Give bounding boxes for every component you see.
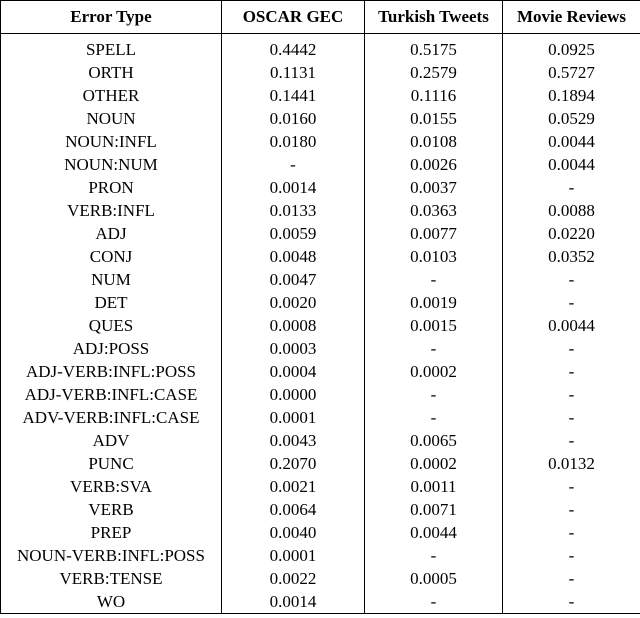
- table-row: [1, 452, 640, 475]
- movie-reviews-cell: 0.0220: [503, 222, 640, 245]
- error-type-cell: NOUN-VERB:INFL:POSS: [1, 544, 222, 567]
- error-type-cell: DET: [1, 291, 222, 314]
- error-type-cell: ADJ-VERB:INFL:CASE: [1, 383, 222, 406]
- oscar-gec-cell: 0.0000: [222, 383, 365, 406]
- movie-reviews-cell: 0.0044: [503, 130, 640, 153]
- turkish-tweets-cell: 0.0077: [365, 222, 503, 245]
- oscar-gec-cell: 0.0047: [222, 268, 365, 291]
- turkish-tweets-cell: 0.0019: [365, 291, 503, 314]
- error-type-cell: CONJ: [1, 245, 222, 268]
- movie-reviews-cell: -: [503, 268, 640, 291]
- turkish-tweets-cell: 0.0108: [365, 130, 503, 153]
- movie-reviews-cell: -: [503, 337, 640, 360]
- error-type-cell: ADV-VERB:INFL:CASE: [1, 406, 222, 429]
- turkish-tweets-cell: -: [365, 268, 503, 291]
- error-type-cell: PRON: [1, 176, 222, 199]
- oscar-gec-cell: 0.0064: [222, 498, 365, 521]
- oscar-gec-cell: 0.0014: [222, 176, 365, 199]
- error-type-cell: VERB:INFL: [1, 199, 222, 222]
- oscar-gec-cell: 0.0004: [222, 360, 365, 383]
- header-row: [1, 1, 640, 34]
- movie-reviews-cell: -: [503, 291, 640, 314]
- oscar-gec-cell: 0.4442: [222, 34, 365, 62]
- oscar-gec-cell: 0.0133: [222, 199, 365, 222]
- error-type-cell: NOUN:INFL: [1, 130, 222, 153]
- error-type-cell: VERB: [1, 498, 222, 521]
- header-movie-reviews: Movie Reviews: [503, 1, 640, 34]
- turkish-tweets-cell: 0.0015: [365, 314, 503, 337]
- error-type-cell: NOUN:NUM: [1, 153, 222, 176]
- turkish-tweets-cell: 0.0005: [365, 567, 503, 590]
- table-row: [1, 222, 640, 245]
- turkish-tweets-cell: 0.0011: [365, 475, 503, 498]
- movie-reviews-cell: -: [503, 590, 640, 614]
- error-type-cell: ADV: [1, 429, 222, 452]
- error-type-cell: SPELL: [1, 34, 222, 62]
- header-turkish-tweets: Turkish Tweets: [365, 1, 503, 34]
- table-row: [1, 34, 640, 62]
- table-row: [1, 590, 640, 614]
- turkish-tweets-cell: 0.0037: [365, 176, 503, 199]
- table-row: [1, 107, 640, 130]
- turkish-tweets-cell: -: [365, 383, 503, 406]
- movie-reviews-cell: -: [503, 406, 640, 429]
- error-type-cell: QUES: [1, 314, 222, 337]
- table-row: [1, 360, 640, 383]
- oscar-gec-cell: 0.0180: [222, 130, 365, 153]
- turkish-tweets-cell: -: [365, 590, 503, 614]
- table-row: [1, 429, 640, 452]
- table-row: [1, 199, 640, 222]
- movie-reviews-cell: 0.0044: [503, 153, 640, 176]
- movie-reviews-cell: 0.0352: [503, 245, 640, 268]
- movie-reviews-cell: -: [503, 176, 640, 199]
- oscar-gec-cell: 0.0003: [222, 337, 365, 360]
- movie-reviews-cell: -: [503, 498, 640, 521]
- oscar-gec-cell: 0.0040: [222, 521, 365, 544]
- turkish-tweets-cell: 0.0044: [365, 521, 503, 544]
- error-type-cell: ADJ-VERB:INFL:POSS: [1, 360, 222, 383]
- error-type-cell: PUNC: [1, 452, 222, 475]
- movie-reviews-cell: -: [503, 360, 640, 383]
- movie-reviews-cell: 0.0925: [503, 34, 640, 62]
- table-row: [1, 61, 640, 84]
- error-type-cell: VERB:SVA: [1, 475, 222, 498]
- table-row: [1, 176, 640, 199]
- oscar-gec-cell: 0.0008: [222, 314, 365, 337]
- movie-reviews-cell: 0.0088: [503, 199, 640, 222]
- turkish-tweets-cell: 0.0002: [365, 452, 503, 475]
- turkish-tweets-cell: 0.0103: [365, 245, 503, 268]
- table-row: [1, 130, 640, 153]
- error-type-cell: WO: [1, 590, 222, 614]
- table-row: [1, 521, 640, 544]
- turkish-tweets-cell: 0.0155: [365, 107, 503, 130]
- movie-reviews-cell: -: [503, 521, 640, 544]
- table-body: [1, 34, 640, 614]
- turkish-tweets-cell: 0.0065: [365, 429, 503, 452]
- movie-reviews-cell: -: [503, 383, 640, 406]
- table-row: [1, 475, 640, 498]
- turkish-tweets-cell: -: [365, 337, 503, 360]
- turkish-tweets-cell: 0.2579: [365, 61, 503, 84]
- table-row: [1, 406, 640, 429]
- turkish-tweets-cell: 0.0026: [365, 153, 503, 176]
- movie-reviews-cell: 0.0529: [503, 107, 640, 130]
- error-type-cell: PREP: [1, 521, 222, 544]
- movie-reviews-cell: -: [503, 429, 640, 452]
- oscar-gec-cell: 0.0022: [222, 567, 365, 590]
- header-oscar-gec: OSCAR GEC: [222, 1, 365, 34]
- table-row: [1, 383, 640, 406]
- table-row: [1, 567, 640, 590]
- oscar-gec-cell: 0.1441: [222, 84, 365, 107]
- turkish-tweets-cell: -: [365, 406, 503, 429]
- oscar-gec-cell: 0.0020: [222, 291, 365, 314]
- turkish-tweets-cell: 0.5175: [365, 34, 503, 62]
- oscar-gec-cell: 0.0160: [222, 107, 365, 130]
- turkish-tweets-cell: 0.1116: [365, 84, 503, 107]
- table-row: [1, 544, 640, 567]
- oscar-gec-cell: 0.0059: [222, 222, 365, 245]
- turkish-tweets-cell: 0.0071: [365, 498, 503, 521]
- turkish-tweets-cell: 0.0002: [365, 360, 503, 383]
- table-row: [1, 498, 640, 521]
- error-type-cell: OTHER: [1, 84, 222, 107]
- error-type-cell: ADJ:POSS: [1, 337, 222, 360]
- movie-reviews-cell: 0.0044: [503, 314, 640, 337]
- movie-reviews-cell: -: [503, 544, 640, 567]
- turkish-tweets-cell: 0.0363: [365, 199, 503, 222]
- oscar-gec-cell: 0.1131: [222, 61, 365, 84]
- oscar-gec-cell: 0.0048: [222, 245, 365, 268]
- oscar-gec-cell: 0.0001: [222, 406, 365, 429]
- turkish-tweets-cell: -: [365, 544, 503, 567]
- error-type-cell: ADJ: [1, 222, 222, 245]
- table-row: [1, 337, 640, 360]
- error-type-cell: VERB:TENSE: [1, 567, 222, 590]
- table-row: [1, 268, 640, 291]
- movie-reviews-cell: -: [503, 567, 640, 590]
- oscar-gec-cell: 0.0014: [222, 590, 365, 614]
- error-type-cell: NUM: [1, 268, 222, 291]
- table-row: [1, 84, 640, 107]
- oscar-gec-cell: 0.0001: [222, 544, 365, 567]
- movie-reviews-cell: 0.5727: [503, 61, 640, 84]
- oscar-gec-cell: -: [222, 153, 365, 176]
- table-row: [1, 314, 640, 337]
- error-type-cell: NOUN: [1, 107, 222, 130]
- movie-reviews-cell: 0.1894: [503, 84, 640, 107]
- error-type-cell: ORTH: [1, 61, 222, 84]
- oscar-gec-cell: 0.0021: [222, 475, 365, 498]
- movie-reviews-cell: -: [503, 475, 640, 498]
- table-row: [1, 291, 640, 314]
- oscar-gec-cell: 0.0043: [222, 429, 365, 452]
- table-row: [1, 153, 640, 176]
- header-error-type: Error Type: [1, 1, 222, 34]
- table-row: [1, 245, 640, 268]
- movie-reviews-cell: 0.0132: [503, 452, 640, 475]
- oscar-gec-cell: 0.2070: [222, 452, 365, 475]
